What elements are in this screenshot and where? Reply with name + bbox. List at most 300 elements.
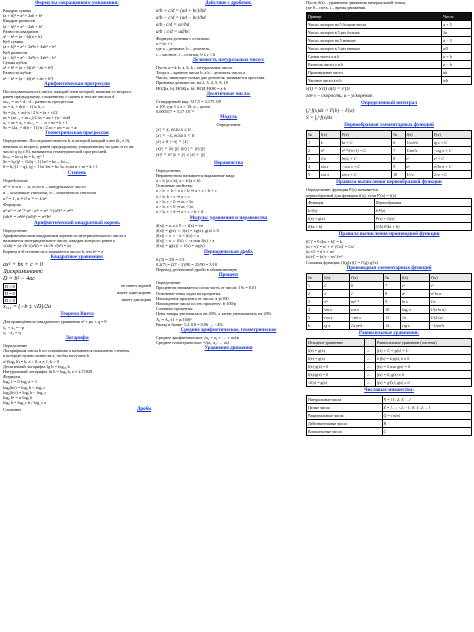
power-line: Формулы	[3, 201, 22, 207]
sets-cell: Z = {…; −2; −1; 0; 1; 2; …}	[382, 403, 471, 411]
prim-cell: 6	[392, 139, 405, 147]
power-line: a – основание степени, n – показатель степени	[3, 189, 97, 195]
sets-table	[306, 395, 472, 436]
deriv-rules-line: (u/v)′ = (u′v − uv′)/v²	[306, 254, 343, 260]
log-line: logₐ(bc) = logₐ b + logₐ c	[3, 384, 46, 390]
word-number-header-cell: Число	[442, 13, 472, 21]
ineq-line: a > b, c > 0 ⇒ ac > bc	[156, 198, 194, 204]
deriv-cell: 4	[307, 305, 323, 313]
deriv-motion-list	[306, 87, 472, 100]
modeq-line: |f(x)| > a ⇔ f(x) < −a или f(x) > a	[156, 238, 215, 244]
ineq-line: a > b, c > d ⇒ a + c > b + d	[156, 209, 203, 215]
log-line: Десятичный логарифм: lg b = log₁₀ b	[3, 363, 70, 369]
modulus-list	[156, 128, 301, 160]
deriv-cell: 8	[384, 289, 401, 297]
heading-power: Степень	[67, 170, 87, 176]
ops-list	[156, 8, 301, 36]
div-line: Число, имеющее только два делителя, называется простым.	[156, 75, 266, 81]
arith-line: равен предыдущему, сложенному с одним и тем же числом d.	[3, 94, 116, 100]
equiv-cell: √f(x) = g(x)	[307, 378, 365, 386]
equiv-cell: ⇔	[365, 370, 376, 378]
ineq-line: a > b ⇔ b < a a > b ⇒ a + c > b + c	[156, 188, 217, 194]
prim-cell: 5	[307, 171, 320, 179]
prim-cell: 3	[307, 155, 320, 163]
sets-row	[307, 411, 472, 419]
abbrev-line: Квадрат разности	[3, 18, 36, 24]
root-line: Арифметическим квадратным корнем из неотрицательного числа a	[3, 232, 126, 238]
quad-line: D = b² − 4ac	[3, 275, 35, 282]
equiv-cell: f(x) = 0, g(x) ≠ 0	[375, 370, 471, 378]
deriv-cell: 2	[307, 289, 323, 297]
column-left	[3, 0, 151, 632]
deriv-cell: 11	[384, 313, 401, 321]
sets-cell: Q = {m/n}	[382, 411, 471, 419]
prim-cell: 2	[307, 147, 320, 155]
roots-formula: x₁,₂ = (−b ± √D)/2a	[3, 304, 52, 311]
deriv-cell: 1/x	[429, 297, 471, 305]
word-number-row	[307, 21, 472, 29]
deriv-row	[307, 297, 472, 305]
arith-line: Последовательность чисел, каждый член которой, начиная со второго,	[3, 88, 132, 94]
div-line: НОД(a, b), НОК(a, b): НОД·НОК = a·b	[156, 85, 227, 91]
deriv-cell: 6	[307, 321, 323, 329]
periodic-line: 0,(3) = 3/9 = 1/3	[156, 256, 185, 262]
equiv-cell: ⇔	[365, 378, 376, 386]
deriv-motion-line: где v – скорость, a – ускорение.	[306, 93, 374, 99]
heading-integral: Определенный интеграл	[360, 101, 418, 107]
deriv-row	[307, 281, 472, 289]
power-line: a⁰ = 1, a ≠ 0 a⁻ⁿ = 1/aⁿ	[3, 195, 47, 201]
prim-row	[307, 171, 472, 179]
quad-cases	[3, 283, 151, 305]
deriv-rules-line: (u + v)′ = u′ + v′ (Cu)′ = Cu′	[306, 244, 355, 250]
word-number-row	[307, 37, 472, 45]
prim-cell: eˣ	[405, 155, 432, 163]
quad-case-condition: D > 0	[5, 298, 15, 304]
prim-cell: aˣ/ln a + C	[432, 163, 471, 171]
prim-rule-cell: f(x) + g(x)	[307, 214, 375, 222]
modeq-line: |f(x)| = g(x) ⇔ f(x) = ±g(x), g(x) ≥ 0	[156, 227, 219, 233]
deriv-table	[306, 273, 472, 330]
quad-case-result: не имеет корней	[121, 282, 151, 288]
word-number-cell: 5a	[442, 29, 472, 37]
deriv-cell: 7	[384, 281, 401, 289]
word-number-cell: Число, которое в 5 раз больше	[307, 29, 442, 37]
deriv-cell: aˣ	[400, 289, 429, 297]
division-line: где a – делимое, b – делитель,	[156, 46, 211, 52]
deriv-cell: 0	[349, 281, 383, 289]
prim-header-cell: f(x)	[319, 131, 340, 139]
ineq-line: a > b, c < 0 ⇒ ac < bc	[156, 204, 194, 210]
deriv-cell: tg x	[323, 321, 350, 329]
abbrev-line: a³ − b³ = (a − b)(a² + ab + b²)	[3, 75, 53, 81]
word-number-cell: Разность чисел a и b	[307, 61, 442, 69]
ineq-line: Определение:	[156, 167, 182, 173]
prim-cell: 1/sin²x	[405, 147, 432, 155]
percent-line: Нахождение числа по его проценту: b·100/p	[156, 300, 237, 306]
prim-row	[307, 163, 472, 171]
decimal-line: Стандартный вид: 317,5 = 3,175·10²	[156, 98, 222, 104]
prim-rule-cell: k·f(x)	[307, 206, 375, 214]
prim-rules-line: первообразной для функции f(x), если F′(x) = f(x)	[306, 192, 397, 198]
prim-rule-row	[307, 206, 472, 214]
ineq-line: a > b, b > c ⇒ a > c	[156, 193, 190, 199]
word-number-cell: Число, которое на 5 больше числа	[307, 21, 442, 29]
percent-line: A₁ = A₀·(1 + p/100)ⁿ	[156, 316, 192, 322]
deriv-header-cell: f′(x)	[349, 273, 383, 281]
sets-row	[307, 403, 472, 411]
word-number-cell: a + b	[442, 53, 472, 61]
ineq-line: Неравенством называется выражение вида:	[156, 172, 236, 178]
division-line: c – частное, r – остаток, 0 ≤ r < b	[156, 51, 216, 57]
heading-motion: Уравнение движения	[204, 346, 253, 352]
deriv-cell: logₐ x	[400, 305, 429, 313]
prim-row	[307, 147, 472, 155]
root-list	[3, 228, 151, 254]
deriv-rules-line: (u·v)′ = u′v + uv′	[306, 249, 336, 255]
deriv-cell: 1	[349, 289, 383, 297]
arith-line: Sₙ = (a₁ + aₙ)·n / 2 b = (a + c)/2	[3, 109, 58, 115]
deriv-rules-list	[306, 239, 472, 265]
deriv-cell: cos x	[323, 313, 350, 321]
deriv-header-cell: f(x)	[323, 273, 350, 281]
modulus-line: |x| ≥ 0 |−x| = |x|	[156, 140, 188, 146]
quad-case-result: имеет два корня	[121, 297, 151, 303]
sets-cell: Натуральные числа	[307, 395, 383, 403]
percent-line: Вклад в банке: 1,2·0,8 = 0,96 → −4%	[156, 321, 223, 327]
decimal-line: a·10ⁿ, где 1 ≤ a < 10, n – целое	[156, 104, 211, 110]
vieta-line: x₁ + x₂ = −p	[3, 324, 25, 330]
heading-modulus: Модуль	[219, 115, 238, 121]
deriv-header-cell: №	[307, 273, 323, 281]
ops-line: a/b + c/d = (ad + bc)/bd	[156, 9, 206, 14]
word-number-row	[307, 53, 472, 61]
word-number-cell: Произведение чисел	[307, 69, 442, 77]
heading-periodic: Периодическая дробь	[203, 249, 254, 255]
column-middle	[156, 0, 301, 632]
prim-header-cell: F(x)	[340, 131, 391, 139]
word-number-cell: ab	[442, 69, 472, 77]
deriv-cell: 5	[307, 313, 323, 321]
log-line: Формулы	[3, 374, 21, 380]
equiv-row	[307, 354, 472, 362]
modulus-line: |xy| = |x|·|y| |x/y| = |x|/|y|	[156, 146, 206, 152]
geom-line: число q (q ≠ 0), называется геометрической прогрессией.	[3, 148, 108, 154]
deriv-cell: 10	[384, 305, 401, 313]
quad-case-condition: D = 0	[5, 290, 15, 296]
sets-row	[307, 419, 472, 427]
sets-cell: N = {1; 2; 3; …}	[382, 395, 471, 403]
quad-case-result: имеет один корень	[116, 289, 151, 295]
arith-line: aₙ₊₁ = aₙ + d ; d – разность прогрессии.	[3, 99, 75, 105]
log-line: a^(logₐ b) = b, a > 0, a ≠ 1, b > 0	[3, 358, 59, 364]
arith-line: aₙ = (aₙ₋₁ + aₙ₊₁)/2 aₙ = aₘ + (n − m)d	[3, 114, 71, 120]
div-line: Пусть a = k·b, a, b, k – натуральные числа.	[156, 64, 234, 70]
log-line: logₐ b = log_c b / log_c a	[3, 400, 47, 406]
log-list	[3, 343, 151, 405]
word-number-row	[307, 77, 472, 85]
abbrev-line: (a + b)² = a² + 2ab + b²	[3, 13, 43, 19]
heading-abbrev: Формулы сокращенного умножения:	[35, 1, 119, 6]
deriv-rules-line: (C)′ = 0 (kx + b)′ = k	[306, 238, 343, 244]
heading-prim-rules: Правила вычисления первообразной функции	[336, 180, 442, 186]
power-list	[3, 178, 151, 220]
abbrev-line: Разность кубов	[3, 70, 31, 76]
heading-root: Арифметический квадратный корень	[34, 220, 120, 226]
percent-list	[156, 280, 301, 327]
prim-cell: 9	[392, 163, 405, 171]
prim-cell: 4	[307, 163, 320, 171]
decimal-line: 0,000317 = 3,17·10⁻⁴	[156, 109, 194, 115]
prim-rules-line: Определение: функция F(x) называется	[306, 187, 379, 193]
power-line: aⁿ·aᵐ = aⁿ⁺ᵐ aⁿ : aᵐ = aⁿ⁻ᵐ (aⁿ)ᵐ = aⁿᵐ	[3, 207, 73, 213]
heading-log: Логарифм	[65, 335, 89, 341]
prim-rule-cell: (1/k)·F(kx + b)	[374, 222, 471, 230]
deriv-cell: eˣ	[429, 281, 471, 289]
motion-list	[306, 0, 472, 10]
deriv-cell: 1	[307, 281, 323, 289]
heading-deriv-rules: Правила вычисления производной функции	[338, 231, 440, 237]
word-number-cell: Сумма чисел a и b	[307, 53, 442, 61]
prim-cell: 2√x + C	[432, 171, 471, 179]
ops-line: a/b − c/d = (ad − bc)/bd	[156, 16, 206, 21]
ineq-list	[156, 168, 301, 215]
prim-cell: sin x	[319, 163, 340, 171]
heading-arith: Арифметическая прогрессия	[44, 81, 110, 87]
power-line: (ab)ⁿ = aⁿbⁿ (a/b)ⁿ = aⁿ/bⁿ	[3, 213, 51, 219]
modeq-line: |f(x)| < a ⇔ −a < f(x) < a	[156, 232, 199, 238]
deriv-cell: xⁿ	[323, 297, 350, 305]
abbrev-line: Разность квадратов	[3, 28, 39, 34]
prim-cell: 1/cos²x	[405, 139, 432, 147]
deriv-cell: 1/(x ln a)	[429, 305, 471, 313]
percent-line: Цена товара увеличилась на 20%, а затем уменьшилась на 20%	[156, 311, 272, 317]
arith-list	[3, 89, 151, 131]
word-number-cell: Число, которое на 5 меньше	[307, 37, 442, 45]
heading-modeq: Модуль: уравнения и неравенства	[189, 215, 268, 221]
deriv-rules-line: Сложная функция: (f(g(x)))′ = f′(g)·g′(x)	[306, 259, 379, 265]
heading-percent: Процент	[218, 273, 239, 279]
sets-cell: Целые числа	[307, 403, 383, 411]
equiv-header-cell: Исходное уравнение	[307, 338, 365, 346]
prim-rule-row	[307, 214, 472, 222]
word-number-cell: a − b	[442, 61, 472, 69]
frac-left-label: Сложение	[3, 407, 22, 413]
abbrev-line: (a − b)² = a² − 2ab + b²	[3, 23, 43, 29]
log-line: в которую нужно возвести a, чтобы получить b	[3, 353, 90, 359]
quad-line: ax² + bx + c = 0	[3, 261, 43, 268]
heading-sets: Числовые множества:	[363, 387, 415, 393]
prim-rules-table	[306, 198, 472, 231]
word-number-cell: a/b	[442, 77, 472, 85]
abbrev-line: a³ + b³ = (a + b)(a² − ab + b²)	[3, 65, 53, 71]
deriv-cell: 9	[384, 297, 401, 305]
percent-line: Определение:	[156, 280, 182, 286]
deriv-row	[307, 321, 472, 329]
geom-line: Sₙ = b₁(qⁿ − 1)/(q − 1) bₙ² = bₙ₋₁·bₙ₊₁	[3, 159, 69, 165]
heading-prim: Первообразная элементарных функций	[344, 123, 434, 129]
deriv-cell: 3	[307, 297, 323, 305]
quad-case-row	[3, 290, 151, 297]
word-number-row	[307, 69, 472, 77]
prim-cell: 8	[392, 155, 405, 163]
geom-list	[3, 138, 151, 169]
deriv-row	[307, 313, 472, 321]
word-number-cell: a + 5	[442, 21, 472, 29]
geom-line: bₙ₊₁ = bₙ·q bₙ = b₁·qⁿ⁻¹	[3, 154, 45, 160]
equiv-cell: f(x) = 0 или g(x) = 0	[375, 362, 471, 370]
deriv-cell: ln x	[400, 297, 429, 305]
root-line: √(ab) = √a·√b √(a/b) = √a/√b √(a²) = |a|	[3, 243, 71, 249]
heading-geom: Геометрическая прогрессия	[45, 131, 109, 137]
prim-rule-cell: F(x) + G(x)	[374, 214, 471, 222]
prim-cell: aˣ	[405, 163, 432, 171]
word-number-row	[307, 61, 472, 69]
equiv-row	[307, 362, 472, 370]
log-line: Натуральный логарифм: ln b = logₑ b, e ≈ 2,71828	[3, 368, 93, 374]
heading-deriv: Производная элементарных функций	[346, 265, 432, 271]
periodic-list	[156, 257, 301, 273]
sets-row	[307, 427, 472, 435]
root-line: Определение	[3, 227, 28, 233]
ineq-line: a < b (a ≤ b), a > b (a ≥ b)	[156, 178, 201, 184]
quad-line: Дискриминант:	[3, 268, 44, 275]
deriv-row	[307, 289, 472, 297]
div-list	[156, 65, 301, 91]
quad-case-condition: D < 0	[5, 283, 15, 289]
equiv-cell: f(x) = g(x)	[307, 346, 365, 354]
modeq-line: |f(x)| = |g(x)| ⇔ f(x) = ±g(x)	[156, 243, 205, 249]
division-line: a = bc + r	[156, 41, 173, 47]
motion-line: где S – путь, t – время движения.	[306, 5, 367, 11]
deriv-cell: sin x	[323, 305, 350, 313]
equiv-cell: f(x) = g(x)	[307, 354, 365, 362]
deriv-header-cell: f′(x)	[429, 273, 471, 281]
vieta-line: Для приведённого квадратного уравнения x² + px + q = 0	[3, 319, 107, 325]
prim-cell: eˣ + C	[432, 155, 471, 163]
division-list	[156, 36, 301, 57]
avg-list	[156, 335, 301, 345]
word-number-row	[307, 45, 472, 53]
equiv-header-cell	[365, 338, 376, 346]
prim-row	[307, 139, 472, 147]
integral-line: ∫ₐᵇ f(x)dx = F(b) − F(a)	[306, 108, 355, 115]
modulus-line: |x| = −x, если x < 0	[156, 134, 195, 140]
motion-line: Пусть S(t) – уравнение движения материальной точки,	[306, 0, 406, 5]
prim-row	[307, 155, 472, 163]
prim-rule-row	[307, 198, 472, 206]
abbrev-line: Куб суммы	[3, 39, 24, 45]
integral-list	[306, 108, 472, 122]
equiv-cell: ⇔	[365, 354, 376, 362]
sets-cell: Комплексные числа	[307, 427, 383, 435]
ops-line: a/b : c/d = ad/bc	[156, 30, 190, 35]
equiv-row	[307, 346, 472, 354]
equiv-cell: ⇔	[365, 362, 376, 370]
geom-line: Определение: Последовательность b, в которой каждый член (b₁ ≠ 0),	[3, 138, 131, 144]
word-number-cell: a − 5	[442, 37, 472, 45]
log-line: Логарифмом числа b по основанию a называется показатель степени,	[3, 348, 130, 354]
arith-line: Sₙ = (2a₁ + d(n − 1))·n / 2 aₙ + aₘ = aₖ + aₗ	[3, 125, 77, 131]
word-number-row	[307, 29, 472, 37]
abbrev-line: Квадрат суммы	[3, 8, 32, 13]
prim-table	[306, 130, 472, 179]
integral-line: S = ∫ₐᵇ f(x)dx	[306, 115, 333, 122]
word-number-cell: Число, которое в 5 раз меньше	[307, 45, 442, 53]
div-line: Признаки делимости: на 2, 3, 4, 5, 9, 10	[156, 80, 228, 86]
ineq-line: Основные свойства:	[156, 183, 193, 189]
heading-vieta: Теорема Виета	[60, 312, 94, 318]
deriv-header-cell: f(x)	[400, 273, 429, 281]
prim-cell: xⁿ⁺¹/(n+1) + C	[340, 147, 391, 155]
abbrev-list	[3, 8, 151, 81]
heading-ineq: Неравенства	[213, 160, 244, 166]
deriv-cell: −sin x	[349, 313, 383, 321]
division-line: Формула деления с остатком:	[156, 36, 210, 41]
periodic-line: 0,2(7) = (27 − 2)/90 = 25/90 = 5/18	[156, 261, 217, 267]
modeq-line: |f(x)| = a, a ≥ 0 ⇔ f(x) = ±a	[156, 222, 204, 228]
word-number-header-cell: Пример	[307, 13, 442, 21]
heading-avg: Средние арифметическое, геометрическое	[180, 327, 277, 333]
vieta-line: x₁ · x₂ = q	[3, 329, 21, 335]
deriv-cell: x	[323, 289, 350, 297]
log-line: logₐ(b/c) = logₐ b − logₐ c	[3, 389, 47, 395]
deriv-cell: √x	[400, 313, 429, 321]
div-line: Тогда a – кратное числа b, а b – делитель числа a.	[156, 70, 246, 76]
deriv-cell: eˣ	[400, 281, 429, 289]
arith-line: a₁ + aₙ = a₂ + aₙ₋₁ = … n + m = k + l	[3, 120, 68, 126]
root-line: Корнем n-й степени из a называется число b, что bⁿ = a	[3, 248, 104, 254]
prim-cell: k	[319, 139, 340, 147]
prim-cell: cos x	[319, 171, 340, 179]
equiv-cell: f(x)·g(x) = 0	[307, 362, 365, 370]
abbrev-line: Куб разности	[3, 49, 28, 55]
equiv-cell: f(x)/g(x) = 0	[307, 370, 365, 378]
equiv-row	[307, 370, 472, 378]
sets-row	[307, 395, 472, 403]
prim-cell: 1/√x	[405, 171, 432, 179]
prim-cell: 1	[307, 139, 320, 147]
column-right	[306, 0, 472, 632]
prim-cell: 1/x	[319, 155, 340, 163]
modulus-line: |x| = x, если x ≥ 0	[156, 127, 191, 133]
geom-line: начиная со второго, равен предыдущему, умноженному на одно и то же	[3, 143, 134, 149]
equiv-cell: f(x) + C = g(x) + C	[375, 346, 471, 354]
prim-header-cell: №	[307, 131, 320, 139]
avg-line: Среднее геометрическое: ⁿ√(a₁·a₂·…·aₙ)	[156, 340, 229, 346]
heading-quad: Квадратное уравнение:	[50, 254, 104, 260]
equiv-cell: f(x) = g²(x), g(x) ≥ 0	[375, 378, 471, 386]
deriv-cell: 1/(2√x)	[429, 313, 471, 321]
heading-decimal: Десятичные числа:	[206, 91, 251, 97]
heading-div: Делимость натуральных чисел:	[192, 57, 265, 63]
prim-cell: 7	[392, 147, 405, 155]
modulus-def: Определение	[216, 122, 241, 128]
prim-cell: −cos x + C	[340, 163, 391, 171]
avg-line: Среднее арифметическое: (a₁ + a₂ + … + aₙ)/n	[156, 334, 240, 340]
modulus-line: |x|² = x² |x + y| ≤ |x| + |y|	[156, 153, 206, 159]
quad-list	[3, 262, 151, 283]
quad-case-row	[3, 297, 151, 304]
prim-cell: −ctg x + C	[432, 147, 471, 155]
ops-line: a/b · c/d = ac/bd	[156, 23, 190, 28]
word-number-cell: a/5	[442, 45, 472, 53]
abbrev-line: (a + b)³ = a³ + 3a²b + 3ab² + b³	[3, 44, 56, 50]
heading-ops: Действие с дробями:	[205, 1, 252, 6]
deriv-header-cell: №	[384, 273, 401, 281]
sets-cell: R	[382, 419, 471, 427]
decimal-list	[156, 99, 301, 115]
